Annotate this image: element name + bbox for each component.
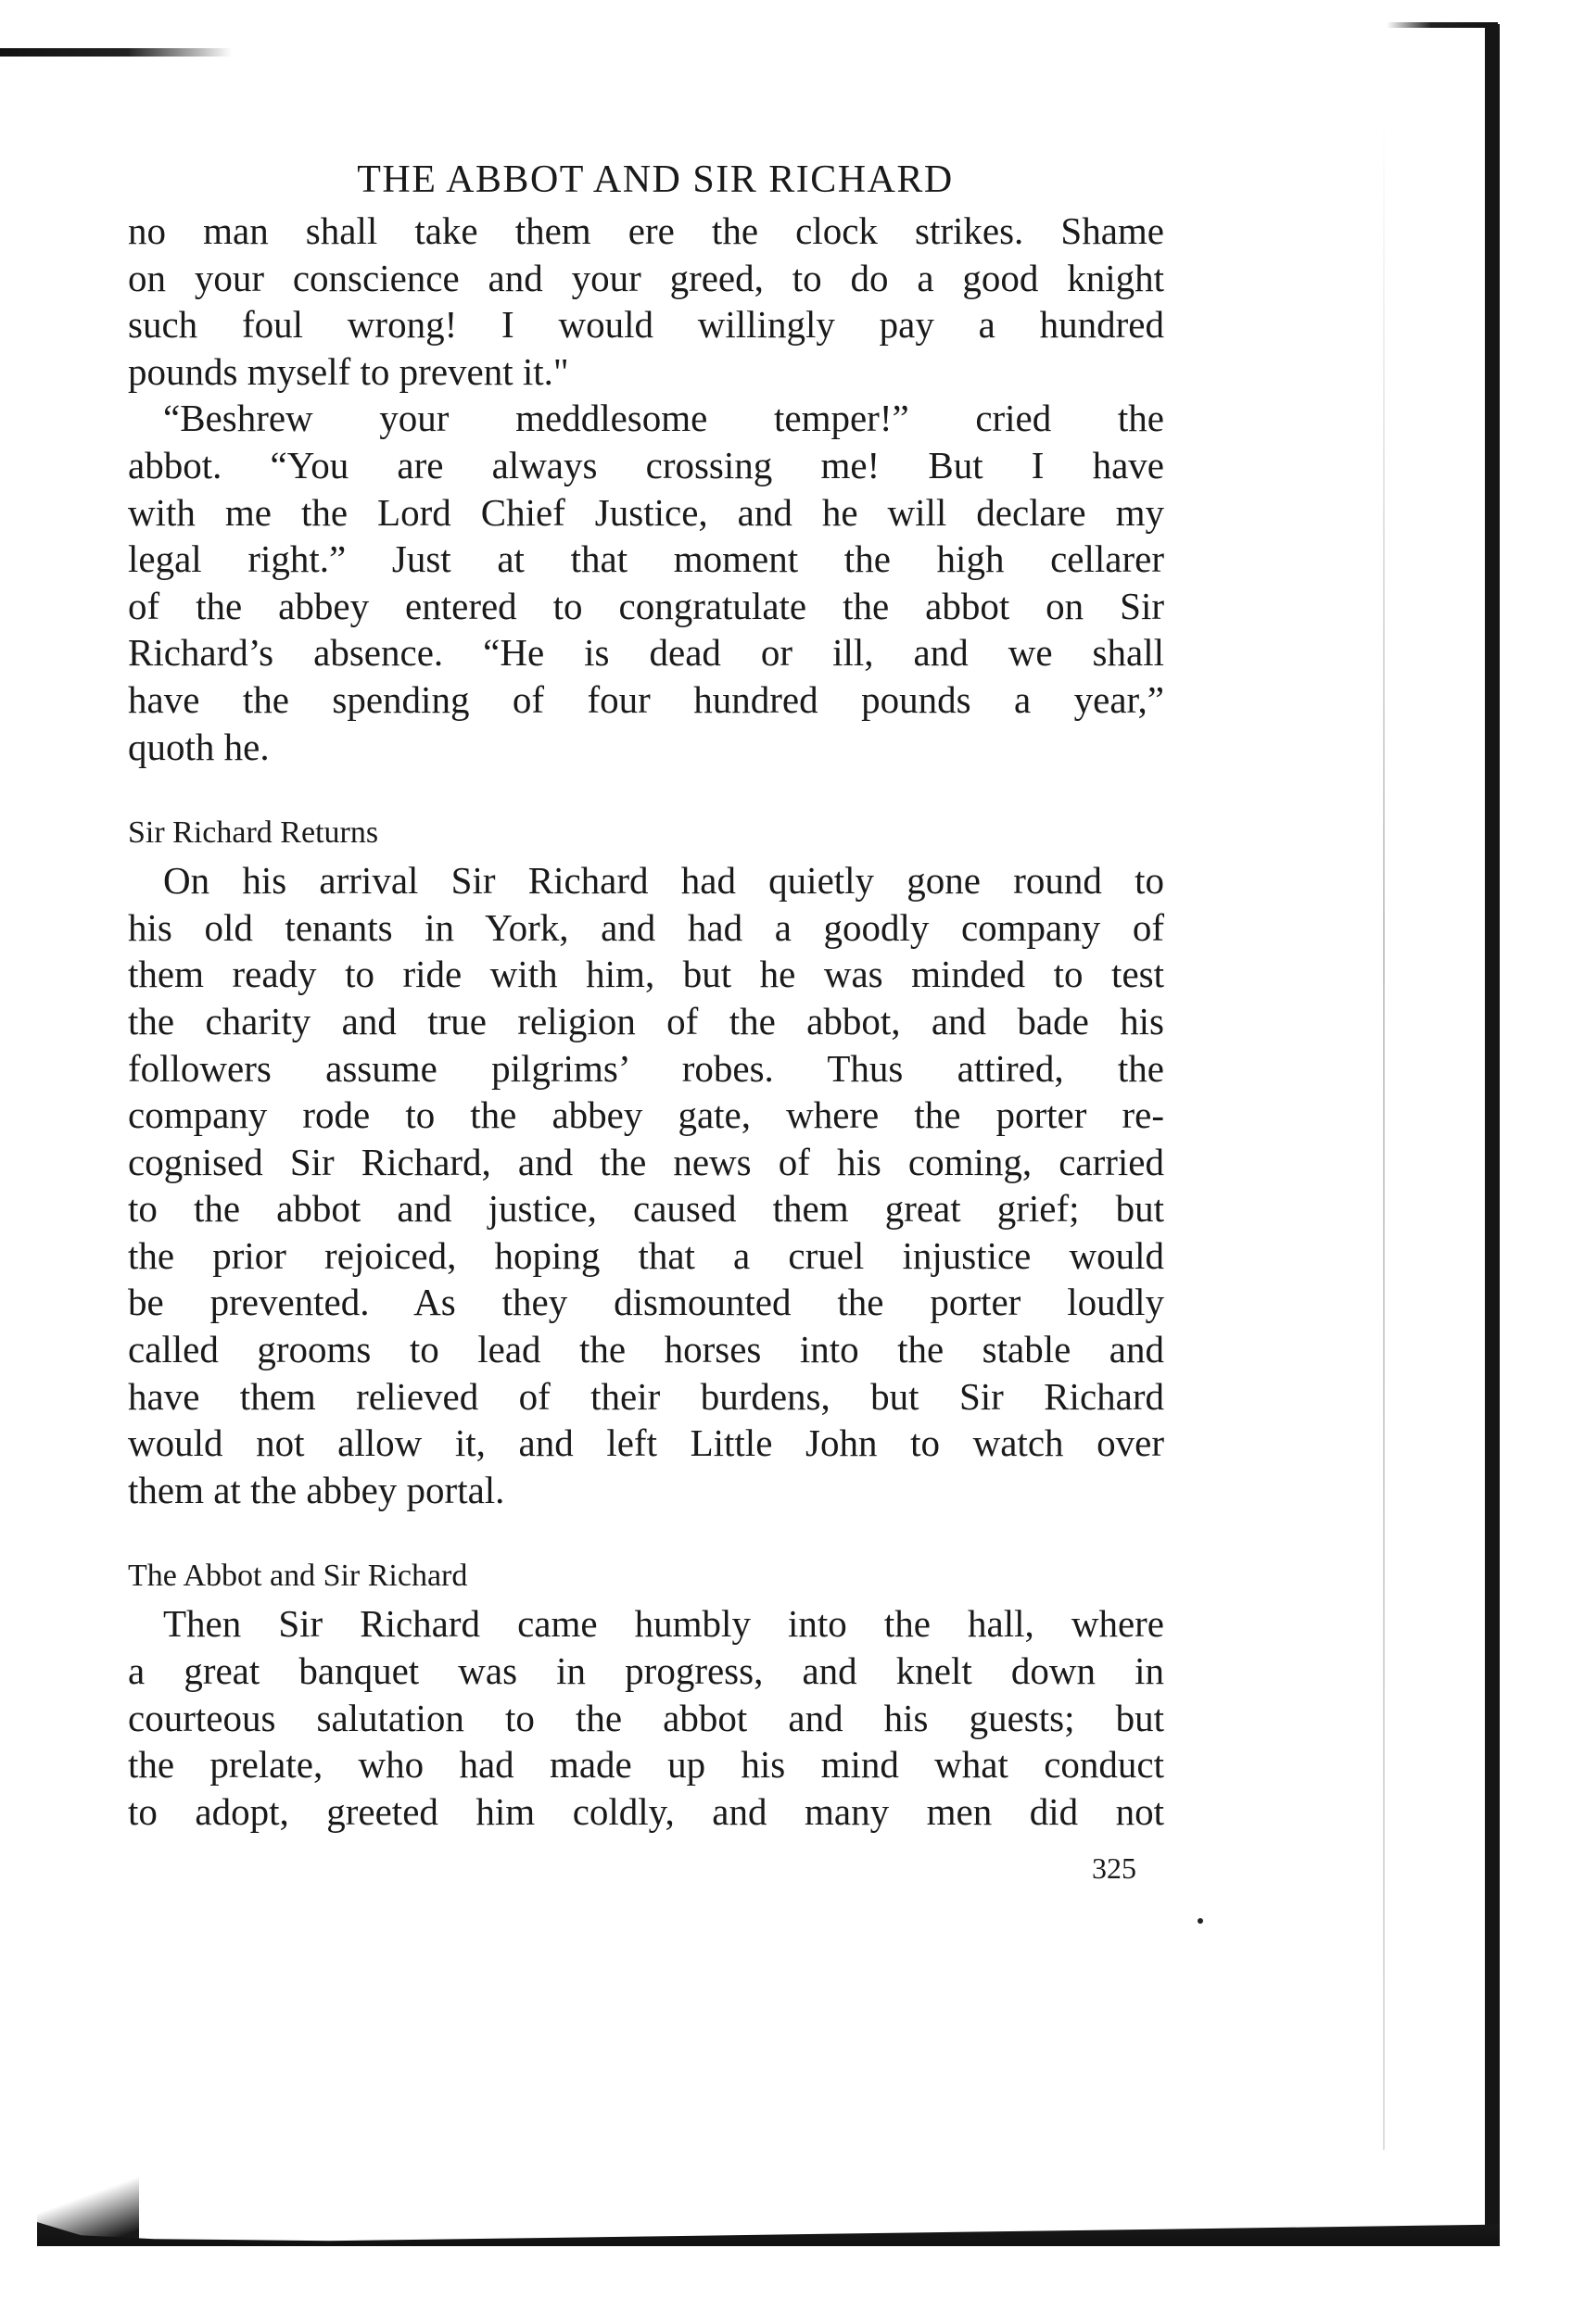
text-line: his old tenants in York, and had a goodly company of	[128, 905, 1164, 949]
text-line: abbot. “You are always crossing me! But I have	[128, 443, 1164, 486]
scan-edge-shadow-bottom	[37, 2222, 1500, 2246]
text-line: the charity and true religion of the abbot, and bade his	[128, 999, 1164, 1042]
text-line: “Beshrew your meddlesome temper!” cried the	[163, 397, 1164, 440]
section-heading: Sir Richard Returns	[128, 815, 379, 851]
text-line: the prior rejoiced, hoping that a cruel injustice would	[128, 1233, 1164, 1277]
text-line: have them relieved of their burdens, but Sir Richard	[128, 1374, 1164, 1418]
section-sir-richard-returns	[128, 813, 1164, 1513]
text-line: company rode to the abbey gate, where the porter re-	[128, 1093, 1164, 1137]
scan-speck	[1198, 1918, 1203, 1924]
text-line: them at the abbey portal.	[128, 1468, 505, 1511]
text-line: no man shall take them ere the clock strikes. Shame	[128, 209, 1164, 252]
book-page	[128, 156, 1164, 1835]
scan-edge-shadow-top-right	[1387, 22, 1498, 28]
text-line: On his arrival Sir Richard had quietly gone round to	[163, 859, 1164, 903]
text-line: them ready to ride with him, but he was minded to test	[128, 953, 1164, 996]
text-line: pounds myself to prevent it."	[128, 349, 569, 393]
body-text	[128, 208, 1164, 1835]
text-line: be prevented. As they dismounted the porter loudly	[128, 1281, 1164, 1324]
scan-fold-line	[1383, 111, 1385, 2150]
text-line: with me the Lord Chief Justice, and he will declare my	[128, 490, 1164, 534]
text-line: Then Sir Richard came humbly into the hall, where	[163, 1602, 1164, 1646]
text-line: on your conscience and your greed, to do a good knight	[128, 256, 1164, 299]
section-heading: The Abbot and Sir Richard	[128, 1559, 468, 1594]
text-line: the prelate, who had made up his mind what conduct	[128, 1743, 1164, 1787]
text-line: called grooms to lead the horses into the stable and	[128, 1328, 1164, 1371]
text-line: a great banquet was in progress, and knelt down in	[128, 1649, 1164, 1693]
section-the-abbot-and-sir-richard	[128, 1556, 1164, 1835]
text-line: have the spending of four hundred pounds a year,”	[128, 677, 1164, 721]
scan-edge-shadow-right	[1485, 24, 1500, 2246]
text-line: such foul wrong! I would willingly pay a hundred	[128, 303, 1164, 347]
running-head: THE ABBOT AND SIR RICHARD	[357, 158, 954, 201]
text-line: courteous salutation to the abbot and his guests; but	[128, 1696, 1164, 1739]
text-line: would not allow it, and left Little John to watch over	[128, 1421, 1164, 1465]
text-line: to the abbot and justice, caused them great grief; but	[128, 1187, 1164, 1231]
text-line: to adopt, greeted him coldly, and many men did not	[128, 1789, 1164, 1833]
text-line: followers assume pilgrims’ robes. Thus attired, the	[128, 1046, 1164, 1090]
paragraph	[128, 208, 1164, 395]
scan-edge-shadow-top-left	[0, 48, 232, 57]
text-line: legal right.” Just at that moment the high cellarer	[128, 537, 1164, 581]
text-line: Richard’s absence. “He is dead or ill, and we shall	[128, 631, 1164, 675]
text-line: cognised Sir Richard, and the news of his coming, carried	[128, 1140, 1164, 1183]
text-line: quoth he.	[128, 725, 270, 768]
text-line: of the abbey entered to congratulate the abbot on Sir	[128, 584, 1164, 627]
paragraph	[128, 395, 1164, 770]
page-number: 325	[1092, 1851, 1136, 1885]
